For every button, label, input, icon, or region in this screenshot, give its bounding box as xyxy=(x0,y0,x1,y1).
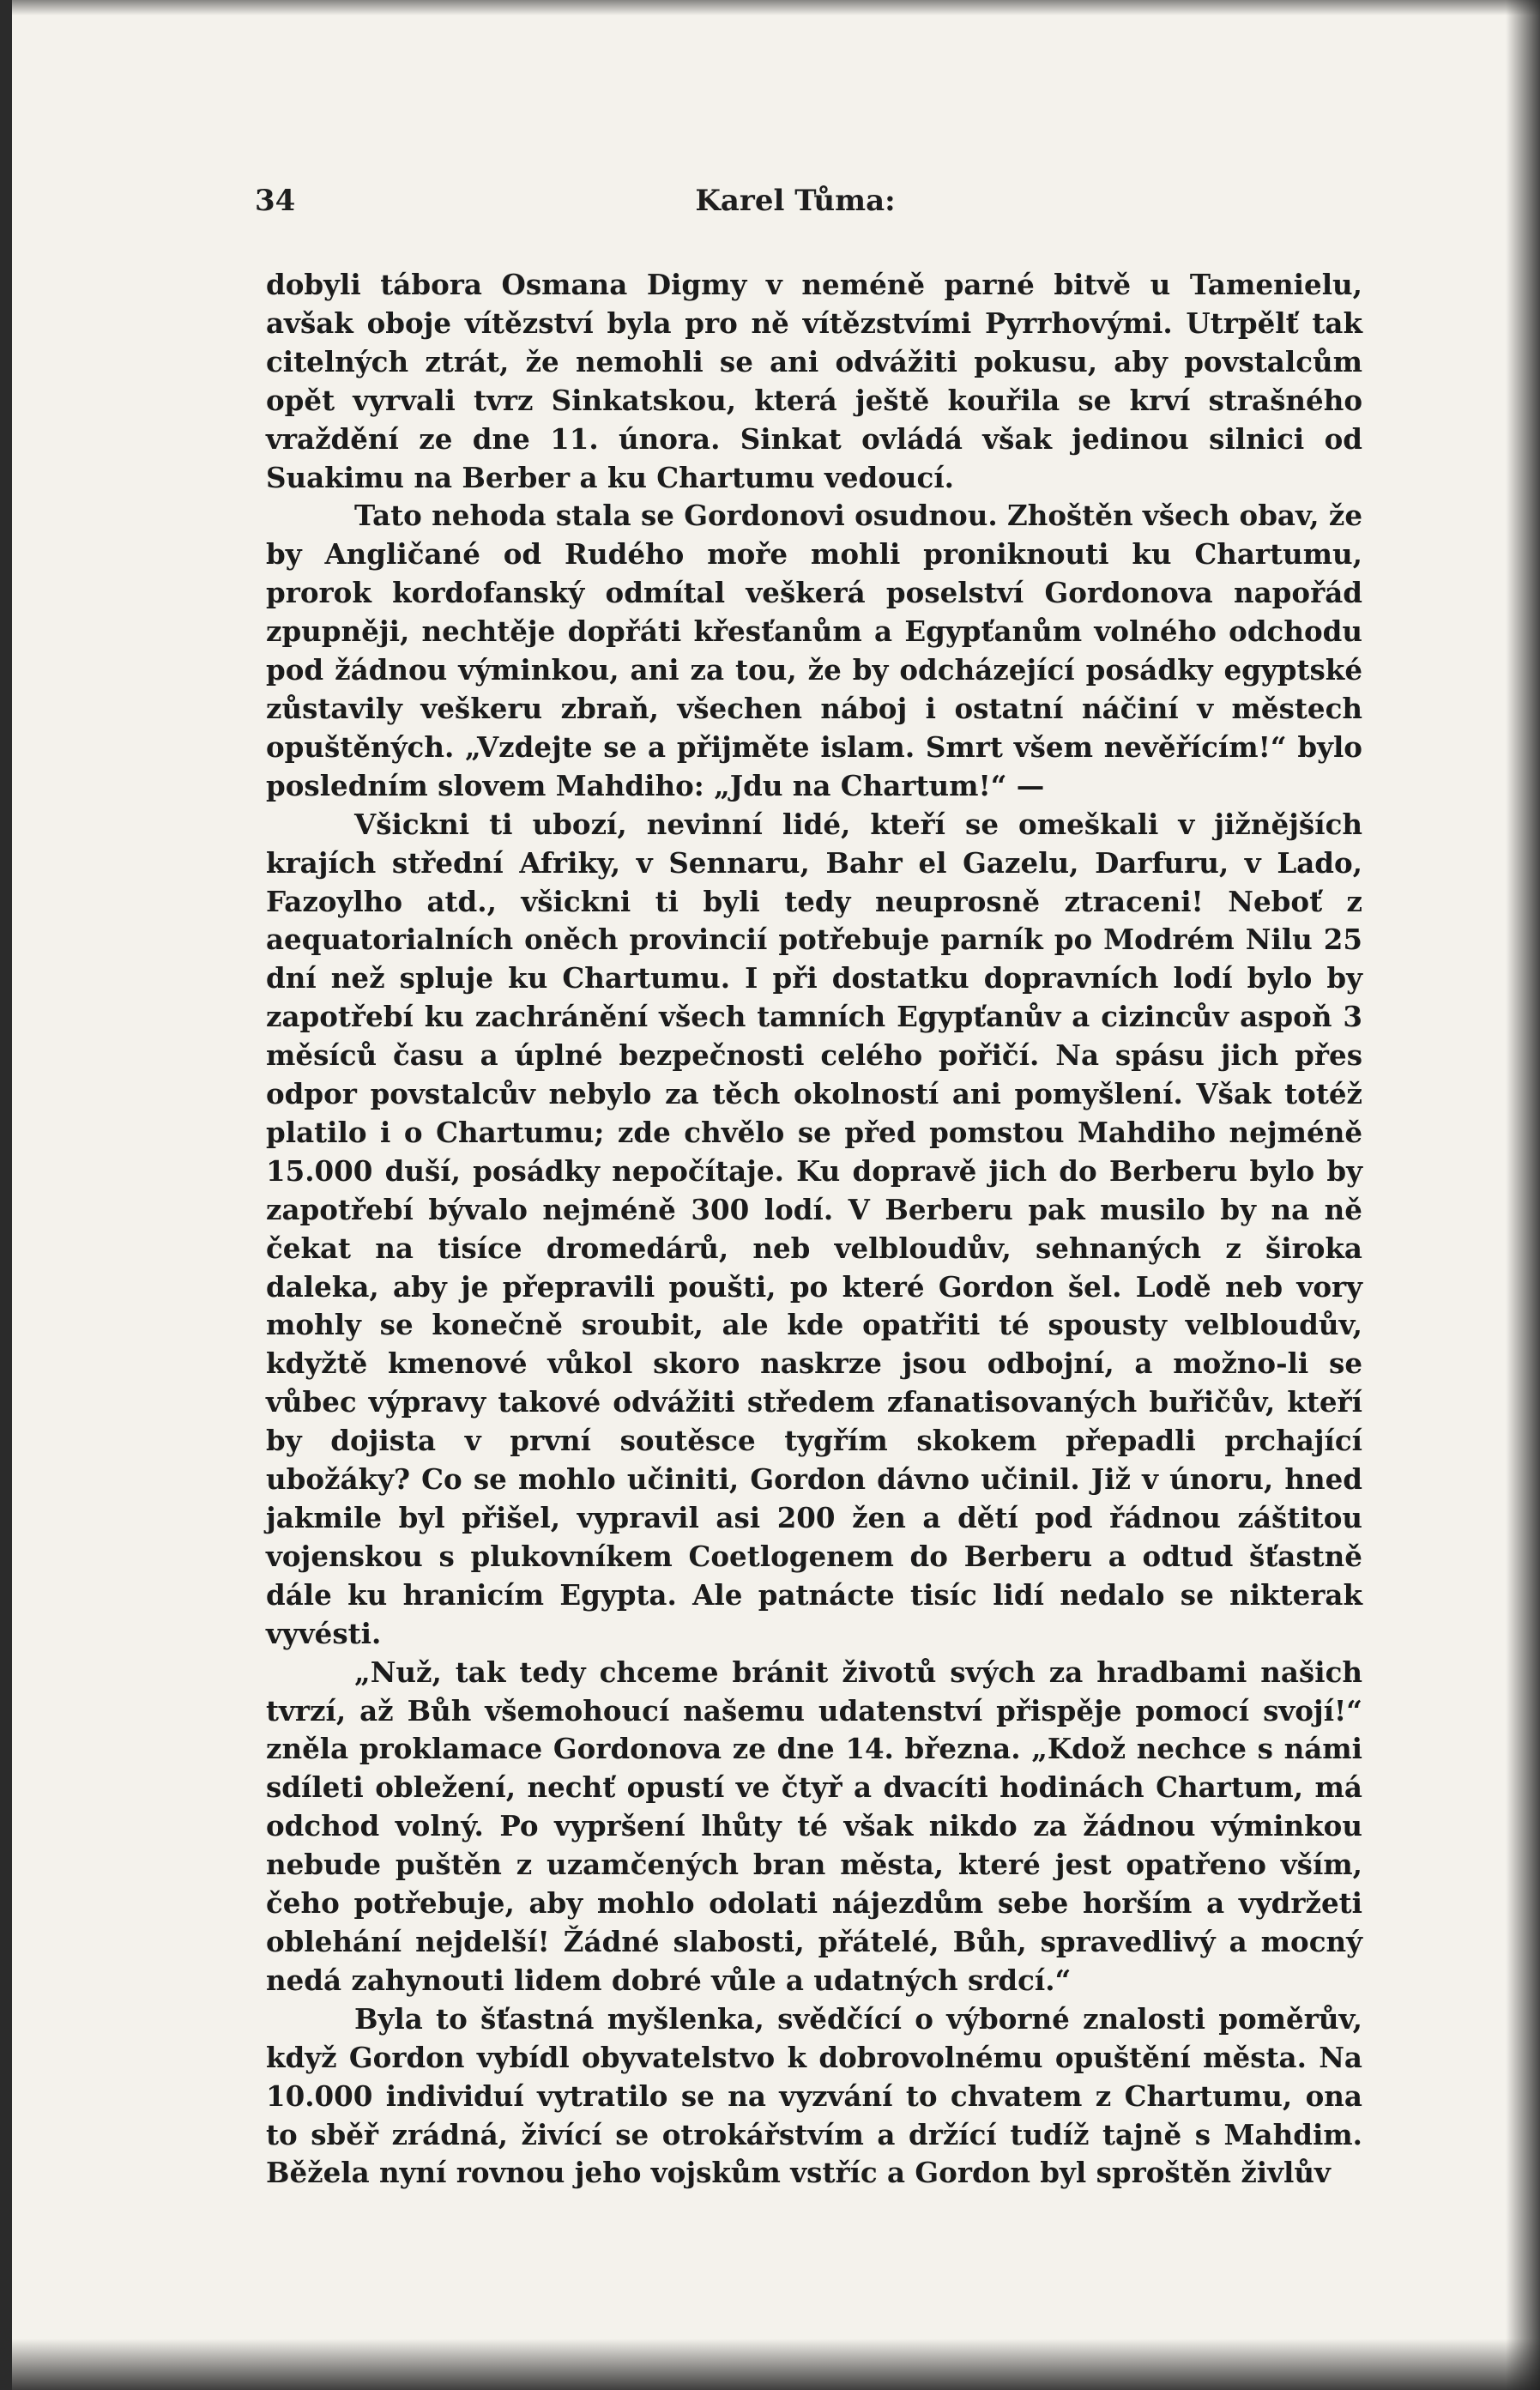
running-head xyxy=(255,184,1336,227)
running-title: Karel Tůma: xyxy=(695,184,896,218)
page-top-shadow xyxy=(12,0,1540,15)
page-number: 34 xyxy=(255,184,296,218)
paragraph-2: Tato nehoda stala se Gordonovi osudnou. Zhoštěn všech obav, že by Angličané od Rudého moře mohli proniknouti ku Chartumu, prorok kordofanský odmítal veškerá poselství Gordonova napořád zpupněji, nechtěje dopřáti křesťanům a Egypťanům volného odchodu pod žádnou výminkou, ani za tou, že by odcházející posádky egyptské zůstavily veškeru zbraň, všechen náboj i ostatní náčiní v městech opuštěných. „Vzdejte se a přijměte islam. Smrt všem nevěřícím!“ bylo posledním slovem Mahdiho: „Jdu na Chartum!“ — xyxy=(266,499,1362,802)
paragraph-4: „Nuž, tak tedy chceme bránit životů svých za hradbami našich tvrzí, až Bůh všemohoucí našemu udatenství přispěje pomocí svojí!“ zněla proklamace Gordonova ze dne 14. března. „Kdož nechce s námi sdíleti obležení, nechť opustí ve čtyř a dvacíti hodinách Chartum, má odchod volný. Po vypršení lhůty té však nikdo za žádnou výminkou nebude puštěn z uzamčených bran města, které jest opatřeno vším, čeho potřebuje, aby mohlo odolati nájezdům sebe horším a vydržeti oblehání nejdelší! Žádné slabosti, přátelé, Bůh, spravedlivý a mocný nedá zahynouti lidem dobré vůle a udatných srdcí.“ xyxy=(266,1655,1362,1997)
page-edge-shadow xyxy=(1506,0,1540,2390)
paragraph-5: Byla to šťastná myšlenka, svědčící o výborné znalosti poměrův, když Gordon vybídl obyvatelstvo k dobrovolnému opuštění města. Na 10.000 individuí vytratilo se na vyzvání to chvatem z Chartumu, ona to sběř zrádná, živící se otrokářstvím a držící tudíž tajně s Mahdim. Běžela nyní rovnou jeho vojskům vstříc a Gordon byl sproštěn živlův xyxy=(266,2001,1362,2190)
scan-border-left xyxy=(0,0,12,2390)
paragraph-1: dobyli tábora Osmana Digmy v neméně parné bitvě u Tamenielu, avšak oboje vítězství byla pro ně vítězstvími Pyrrhovými. Utrpělť tak citelných ztrát, že nemohli se ani odvážiti pokusu, aby povstalcům opět vyrvali tvrz Sinkatskou, která ještě kouřila se krví strašného vraždění ze dne 11. února. Sinkat ovládá však jedinou silnici od Suakimu na Berber a ku Chartumu vedoucí. xyxy=(266,268,1362,494)
paragraph-3: Všickni ti ubozí, nevinní lidé, kteří se omeškali v jižnějších krajích střední Afriky, v Sennaru, Bahr el Gazelu, Darfuru, v Lado, Fazoylho atd., všickni ti byli tedy neuprosně ztraceni! Neboť z aequatorialních oněch provincií potřebuje parník po Modrém Nilu 25 dní než spluje ku Chartumu. I při dostatku dopravních lodí bylo by zapotřebí ku zachránění všech tamních Egypťanův a cizincův aspoň 3 měsíců času a úplné bezpečnosti celého pořičí. Na spásu jich přes odpor povstalcův nebylo za těch okolností ani pomyšlení. Však totéž platilo i o Chartumu; zde chvělo se před pomstou Mahdiho nejméně 15.000 duší, posádky nepočítaje. Ku dopravě jich do Berberu bylo by zapotřebí bývalo nejméně 300 lodí. V Berberu pak musilo by na ně čekat na tisíce dromedárů, neb velbloudův, sehnaných z široka daleka, aby je přepravili poušti, po které Gordon šel. Lodě neb vory mohly se konečně sroubit, ale kde opatřiti té spousty velbloudův, kdyžtě kmenové vůkol skoro naskrze jsou odbojní, a možno-li se vůbec výpravy takové odvážiti středem zfanatisovaných buřičův, kteří by dojista v první soutěsce tygřím skokem přepadli prchající ubožáky? Co se mohlo učiniti, Gordon dávno učinil. Již v únoru, hned jakmile byl přišel, vypravil asi 200 žen a dětí pod řádnou záštitou vojenskou s plukovníkem Coetlogenem do Berberu a odtud šťastně dále ku hranicím Egypta. Ale patnácte tisíc lidí nedalo se nikterak vyvésti. xyxy=(266,807,1362,1650)
page-bottom-shadow xyxy=(12,2339,1540,2390)
body-text xyxy=(266,266,1362,2193)
